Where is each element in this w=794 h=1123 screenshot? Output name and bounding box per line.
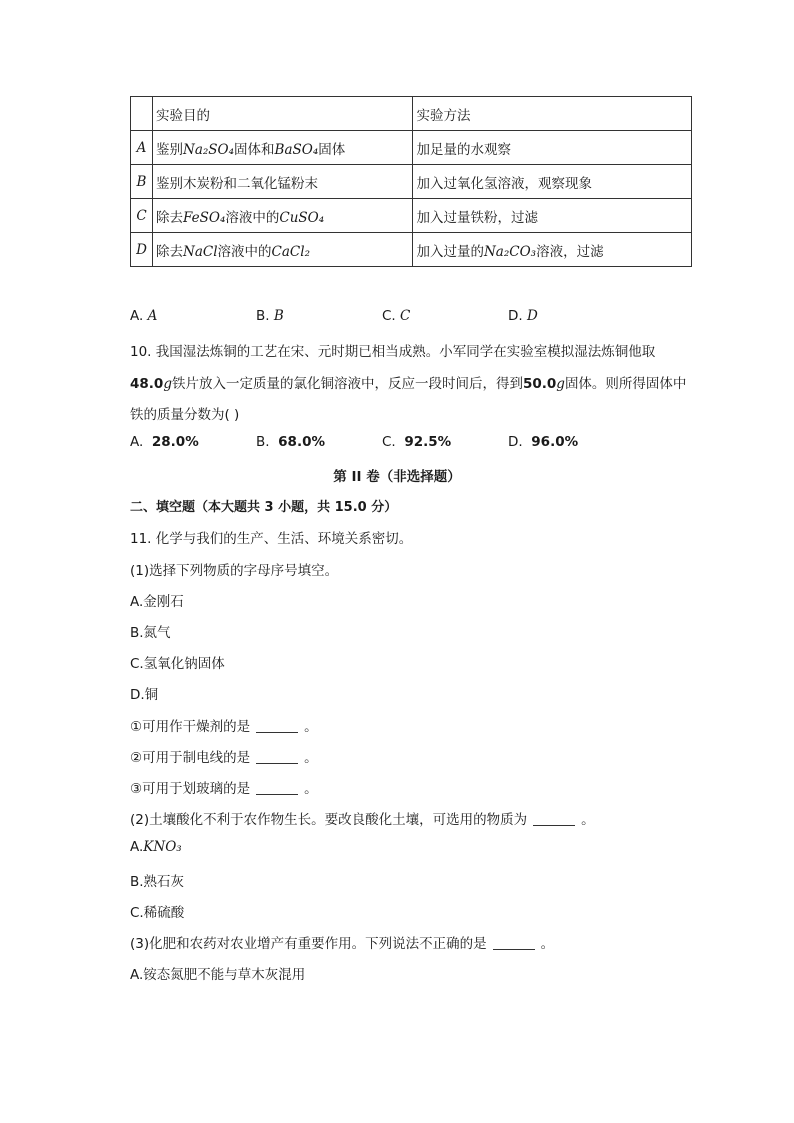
row-label: A — [131, 131, 153, 165]
formula: Na₂CO₃ — [483, 243, 537, 260]
option-key: C. — [382, 434, 396, 450]
row-purpose — [153, 199, 413, 233]
table-row — [131, 233, 692, 267]
q9-option-a — [130, 308, 157, 324]
q10-option-d — [508, 434, 578, 450]
q10-option-a — [130, 434, 199, 450]
blank-prompt: ①可用作干燥剂的是 — [130, 719, 251, 735]
text: 固体和 — [234, 141, 275, 158]
formula: FeSO₄ — [183, 209, 226, 226]
option-value: C — [400, 308, 411, 324]
row-method: 加足量的水观察 — [413, 131, 692, 165]
section-subtitle: 二、填空题（本大题共 3 小题，共 15.0 分） — [130, 500, 398, 515]
option-key: D. — [508, 308, 523, 324]
q10-stem-line2 — [130, 372, 686, 392]
text: 加入过量的 — [416, 243, 484, 260]
q11-part1: (1)选择下列物质的字母序号填空。 — [130, 563, 339, 579]
formula: NaCl — [183, 243, 218, 260]
option-key: B. — [256, 308, 270, 324]
text: 溶液中的 — [217, 243, 272, 260]
row-label: B — [131, 165, 153, 199]
table-row — [131, 131, 692, 165]
answer-blank[interactable] — [256, 731, 298, 733]
q11-p1-option-c: C.氢氧化钠固体 — [130, 656, 225, 672]
formula: CuSO₄ — [279, 209, 325, 226]
option-key: A. — [130, 434, 144, 450]
blank-end: 。 — [581, 812, 595, 828]
option-value: 28.0% — [151, 434, 199, 450]
table-header-cell-label — [131, 97, 153, 131]
q11-part3 — [130, 932, 554, 952]
q11-blank-3 — [130, 777, 318, 797]
formula: BaSO₄ — [274, 141, 319, 158]
part-prompt: (2)土壤酸化不利于农作物生长。要改良酸化土壤，可选用的物质为 — [130, 812, 528, 828]
text: 固体 — [318, 141, 346, 158]
text: 溶液，过滤 — [536, 243, 604, 260]
q10-stem-line1: 10. 我国湿法炼铜的工艺在宋、元时期已相当成熟。小军同学在实验室模拟湿法炼铜他取 — [130, 344, 656, 360]
option-value: D — [526, 308, 538, 324]
row-purpose — [153, 233, 413, 267]
answer-blank[interactable] — [533, 824, 575, 826]
text: 鉴别 — [156, 141, 184, 158]
option-value: A — [147, 308, 158, 324]
blank-prompt: ③可用于划玻璃的是 — [130, 781, 251, 797]
q11-p1-option-d: D.铜 — [130, 687, 159, 703]
q9-option-c — [382, 308, 410, 324]
q11-p2-option-c: C.稀硫酸 — [130, 905, 185, 921]
mass-unit: g — [163, 376, 172, 392]
answer-blank[interactable] — [493, 948, 535, 950]
text: 除去 — [156, 243, 184, 260]
row-method: 加入过量铁粉，过滤 — [413, 199, 692, 233]
mass-value: 48.0 — [130, 376, 164, 392]
answer-blank[interactable] — [256, 793, 298, 795]
row-method — [413, 233, 692, 267]
table-header-row — [131, 97, 692, 131]
row-purpose: 鉴别木炭粉和二氧化锰粉末 — [153, 165, 413, 199]
q11-p2-option-a — [130, 839, 182, 855]
table-row — [131, 199, 692, 233]
option-value: 96.0% — [531, 434, 579, 450]
table-header-purpose: 实验目的 — [153, 97, 413, 131]
blank-prompt: ②可用于制电线的是 — [130, 750, 251, 766]
blank-end: 。 — [540, 936, 555, 952]
q11-p3-option-a: A.铵态氮肥不能与草木灰混用 — [130, 967, 306, 983]
q11-blank-2 — [130, 746, 318, 766]
text: 除去 — [156, 209, 184, 226]
q11-blank-1 — [130, 715, 318, 735]
row-label: D — [131, 233, 153, 267]
q10-option-c — [382, 434, 451, 450]
q10-option-b — [256, 434, 325, 450]
q11-p1-option-a: A.金刚石 — [130, 594, 184, 610]
formula: CaCl₂ — [271, 243, 310, 260]
row-method: 加入过氧化氢溶液，观察现象 — [413, 165, 692, 199]
option-key: B. — [256, 434, 270, 450]
blank-end: 。 — [304, 719, 318, 735]
formula: KNO₃ — [143, 839, 182, 855]
formula: Na₂SO₄ — [183, 141, 235, 158]
text: 铁片放入一定质量的氯化铜溶液中，反应一段时间后，得到 — [171, 376, 523, 392]
experiment-table — [130, 96, 692, 267]
blank-end: 。 — [304, 781, 318, 797]
q9-option-d — [508, 308, 538, 324]
q11-intro: 11. 化学与我们的生产、生活、环境关系密切。 — [130, 531, 413, 547]
mass-value: 50.0 — [522, 376, 557, 392]
option-key: A. — [130, 839, 144, 855]
section-title: 第 II 卷（非选择题） — [333, 469, 461, 485]
option-key: C. — [382, 308, 396, 324]
row-label: C — [131, 199, 153, 233]
mass-unit: g — [556, 376, 565, 392]
option-key: D. — [508, 434, 523, 450]
option-value: B — [273, 308, 284, 324]
q11-p1-option-b: B.氮气 — [130, 625, 171, 641]
part-prompt: (3)化肥和农药对农业增产有重要作用。下列说法不正确的是 — [130, 936, 487, 952]
option-value: 92.5% — [404, 434, 452, 450]
row-purpose — [153, 131, 413, 165]
q10-stem-line3: 铁的质量分数为( ) — [130, 407, 240, 423]
option-key: A. — [130, 308, 144, 324]
q11-p2-option-b: B.熟石灰 — [130, 874, 185, 890]
answer-blank[interactable] — [256, 762, 298, 764]
q9-option-b — [256, 308, 284, 324]
text: 溶液中的 — [225, 209, 280, 226]
q11-part2 — [130, 808, 595, 828]
table-row — [131, 165, 692, 199]
text: 固体。则所得固体中 — [564, 376, 687, 392]
table-header-method: 实验方法 — [413, 97, 692, 131]
blank-end: 。 — [304, 750, 318, 766]
option-value: 68.0% — [278, 434, 325, 450]
